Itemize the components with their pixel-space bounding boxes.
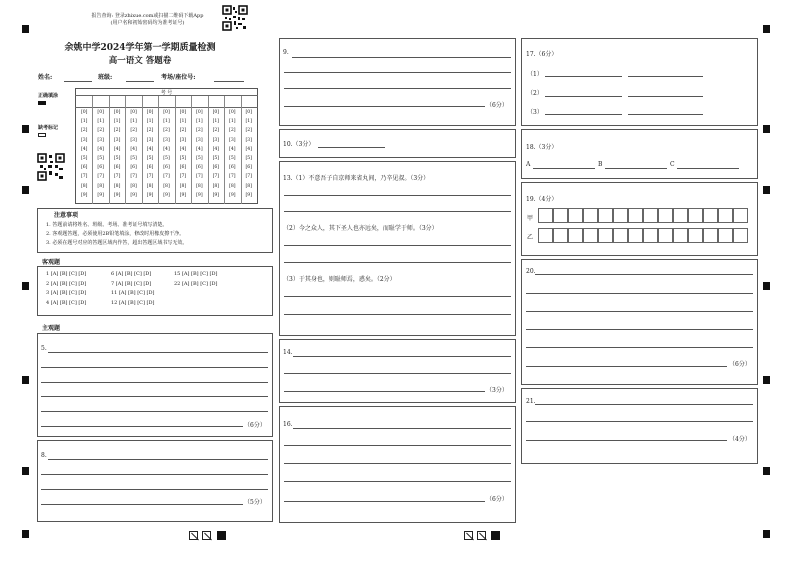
q19-char-cell[interactable] bbox=[553, 228, 568, 243]
q19-char-cell[interactable] bbox=[718, 228, 733, 243]
q19-char-cell[interactable] bbox=[568, 228, 583, 243]
exam-id-bubble[interactable]: [3] bbox=[229, 137, 236, 143]
exam-id-bubble[interactable]: [1] bbox=[163, 119, 170, 125]
exam-id-bubble[interactable]: [3] bbox=[245, 137, 253, 143]
q14-box bbox=[279, 339, 516, 403]
q19-char-cell[interactable] bbox=[613, 208, 628, 223]
alignment-mark bbox=[763, 25, 770, 33]
exam-id-bubble[interactable]: [2] bbox=[229, 128, 236, 134]
exam-id-bubble[interactable]: [5] bbox=[245, 156, 253, 161]
q13-1-answer-line[interactable] bbox=[284, 211, 511, 212]
note-3: 3. 必须在题号对应的答题区域内作答，超出答题区域书写无效。 bbox=[46, 240, 188, 246]
exam-id-bubble[interactable]: [5] bbox=[196, 156, 203, 161]
q9-answer-line[interactable] bbox=[292, 57, 511, 58]
q9-label: 9. bbox=[283, 49, 289, 56]
q8-score: （5分） bbox=[244, 499, 266, 506]
q5-answer-line[interactable] bbox=[41, 382, 268, 383]
exam-id-bubble[interactable]: [3] bbox=[130, 137, 137, 143]
q21-answer-line[interactable] bbox=[535, 404, 753, 405]
q16-answer-line[interactable] bbox=[284, 481, 511, 482]
exam-id-bubble[interactable]: [7] bbox=[163, 174, 170, 180]
q17-item-2: （2） bbox=[527, 90, 543, 97]
q17-1-line-b[interactable] bbox=[628, 76, 703, 77]
q19-char-cell[interactable] bbox=[688, 208, 703, 223]
q19-char-cell[interactable] bbox=[703, 208, 718, 223]
alignment-mark bbox=[763, 530, 770, 538]
q20-answer-line[interactable] bbox=[526, 329, 753, 330]
q19-char-cell[interactable] bbox=[688, 228, 703, 243]
q19-char-cell[interactable] bbox=[643, 228, 658, 243]
q13-1-label: 13.（1）不意吾子自京师来省丸间，乃辛见叔。（3分） bbox=[283, 175, 430, 182]
q20-score: （6分） bbox=[729, 361, 751, 368]
q10-label: 10.（3分） bbox=[283, 141, 315, 148]
exam-id-bubble[interactable]: [9] bbox=[245, 192, 253, 198]
alignment-mark bbox=[763, 125, 770, 133]
exam-id-bubble[interactable]: [2] bbox=[212, 128, 220, 134]
exam-id-bubble[interactable]: [6] bbox=[229, 165, 236, 171]
q8-answer-line[interactable] bbox=[41, 489, 268, 490]
q19-row-jia-label: 甲 bbox=[527, 215, 534, 222]
exam-id-bubble[interactable]: [7] bbox=[97, 174, 104, 180]
exam-id-bubble[interactable]: [0] bbox=[179, 110, 187, 115]
exam-id-bubble[interactable]: [5] bbox=[229, 156, 236, 161]
q19-char-cell[interactable] bbox=[718, 208, 733, 223]
exam-id-bubble[interactable]: [5] bbox=[80, 156, 88, 161]
q18-item-c: C bbox=[670, 161, 675, 168]
q19-char-cell[interactable] bbox=[598, 208, 613, 223]
exam-id-bubble[interactable]: [9] bbox=[229, 192, 236, 198]
exam-id-bubble[interactable]: [5] bbox=[130, 156, 137, 161]
exam-id-bubble[interactable]: [5] bbox=[113, 156, 121, 161]
q19-char-cell[interactable] bbox=[538, 228, 553, 243]
q19-char-cell[interactable] bbox=[628, 208, 643, 223]
exam-id-bubble[interactable]: [5] bbox=[97, 156, 104, 161]
note-2: 2. 客观题答题，必须使用2B铅笔填涂，修改时用橡皮擦干净。 bbox=[46, 231, 185, 237]
exam-id-bubble[interactable]: [5] bbox=[179, 156, 187, 161]
q19-char-cell[interactable] bbox=[658, 228, 673, 243]
q19-char-cell[interactable] bbox=[643, 208, 658, 223]
exam-id-bubble[interactable]: [9] bbox=[146, 192, 154, 198]
alignment-mark bbox=[22, 25, 29, 33]
exam-id-bubble[interactable]: [8] bbox=[97, 183, 104, 189]
exam-id-bubble[interactable]: [0] bbox=[80, 110, 88, 115]
q5-label: 5. bbox=[41, 345, 47, 352]
exam-id-bubble[interactable]: [5] bbox=[146, 156, 154, 161]
exam-id-bubble[interactable]: [8] bbox=[146, 183, 154, 189]
alignment-mark bbox=[763, 282, 770, 290]
q21-answer-line[interactable] bbox=[526, 440, 727, 441]
objective-question[interactable]: 4 [A] [B] [C] [D] bbox=[46, 299, 87, 306]
exam-id-bubble[interactable]: [7] bbox=[80, 174, 88, 180]
alignment-mark bbox=[763, 186, 770, 194]
exam-id-bubble[interactable]: [6] bbox=[196, 165, 203, 171]
exam-id-bubble[interactable]: [8] bbox=[245, 183, 253, 189]
q5-answer-line[interactable] bbox=[41, 396, 268, 397]
exam-id-bubble[interactable]: [0] bbox=[245, 110, 253, 115]
barcode-qr-icon bbox=[37, 153, 65, 181]
exam-id-bubble[interactable]: [6] bbox=[97, 165, 104, 171]
exam-id-bubble[interactable]: [8] bbox=[163, 183, 170, 189]
q16-answer-line[interactable] bbox=[284, 501, 485, 502]
login-notice: (用户名和初始密码均为准考证号) bbox=[110, 20, 185, 26]
exam-id-bubble[interactable]: [6] bbox=[130, 165, 137, 171]
exam-id-bubble[interactable]: [6] bbox=[245, 165, 253, 171]
exam-id-bubble[interactable]: [2] bbox=[163, 128, 170, 134]
q19-char-cell[interactable] bbox=[673, 228, 688, 243]
q20-answer-line[interactable] bbox=[526, 366, 727, 367]
q19-char-cell[interactable] bbox=[613, 228, 628, 243]
q19-char-cell[interactable] bbox=[583, 208, 598, 223]
subjective-title: 主观题 bbox=[42, 325, 61, 332]
q9-answer-line[interactable] bbox=[284, 88, 511, 89]
objective-question[interactable]: 1 [A] [B] [C] [D] bbox=[46, 271, 87, 277]
q19-char-cell[interactable] bbox=[733, 208, 748, 223]
exam-id-bubble[interactable]: [1] bbox=[80, 119, 88, 125]
alignment-mark bbox=[22, 467, 29, 475]
q20-label: 20. bbox=[526, 268, 536, 275]
exam-id-bubble[interactable]: [4] bbox=[130, 146, 137, 152]
exam-id-bubble[interactable]: [6] bbox=[212, 165, 220, 171]
exam-id-bubble[interactable]: [1] bbox=[245, 119, 253, 125]
exam-id-bubble[interactable]: [5] bbox=[212, 156, 220, 161]
q10-box bbox=[279, 129, 516, 158]
exam-id-bubble[interactable]: [6] bbox=[163, 165, 170, 171]
q17-item-1: （1） bbox=[527, 71, 543, 78]
exam-id-bubble[interactable]: [3] bbox=[97, 137, 104, 143]
q19-char-cell[interactable] bbox=[673, 208, 688, 223]
exam-id-bubble[interactable]: [3] bbox=[179, 137, 187, 143]
exam-id-bubble[interactable]: [8] bbox=[229, 183, 236, 189]
alignment-mark bbox=[22, 376, 29, 384]
exam-id-bubble[interactable]: [9] bbox=[196, 192, 203, 198]
exam-id-bubble[interactable]: [9] bbox=[163, 192, 170, 198]
q16-box bbox=[279, 406, 516, 523]
exam-id-bubble[interactable]: [0] bbox=[97, 110, 104, 115]
exam-id-bubble[interactable]: [5] bbox=[163, 156, 170, 161]
alignment-mark bbox=[22, 282, 29, 290]
exam-id-bubble[interactable]: [1] bbox=[196, 119, 203, 125]
q19-char-cell[interactable] bbox=[553, 208, 568, 223]
exam-id-bubble[interactable]: [3] bbox=[196, 137, 203, 143]
objective-question[interactable]: 6 [A] [B] [C] [D] bbox=[111, 271, 152, 277]
q20-answer-line[interactable] bbox=[526, 347, 753, 348]
exam-id-bubble[interactable]: [1] bbox=[97, 119, 104, 125]
q13-2-answer-line[interactable] bbox=[284, 245, 511, 246]
exam-id-bubble[interactable]: [4] bbox=[113, 146, 121, 152]
exam-id-bubble[interactable]: [8] bbox=[196, 183, 203, 189]
exam-id-bubble[interactable]: [9] bbox=[97, 192, 104, 198]
q8-label: 8. bbox=[41, 452, 47, 459]
objective-question[interactable]: 11 [A] [B] [C] [D] bbox=[111, 290, 155, 297]
notes-title: 注意事项 bbox=[54, 212, 79, 219]
q18-box bbox=[521, 129, 758, 179]
q16-answer-line[interactable] bbox=[293, 428, 511, 429]
exam-id-label: 考 号 bbox=[160, 90, 173, 96]
q19-char-cell[interactable] bbox=[628, 228, 643, 243]
page-code-icon bbox=[464, 531, 473, 540]
exam-id-bubble[interactable]: [6] bbox=[80, 165, 88, 171]
exam-id-bubble[interactable]: [8] bbox=[212, 183, 220, 189]
q16-score: （6分） bbox=[486, 496, 508, 503]
objective-question[interactable]: 7 [A] [B] [C] [D] bbox=[111, 280, 152, 287]
exam-id-bubble[interactable]: [4] bbox=[163, 146, 170, 152]
alignment-mark bbox=[22, 530, 29, 538]
exam-id-bubble[interactable]: [8] bbox=[179, 183, 187, 189]
exam-id-bubble[interactable]: [1] bbox=[130, 119, 137, 125]
q14-answer-line[interactable] bbox=[293, 356, 511, 357]
q18-a-line[interactable] bbox=[533, 168, 595, 169]
exam-id-bubble[interactable]: [3] bbox=[80, 137, 88, 143]
q17-3-line-a[interactable] bbox=[545, 114, 622, 115]
q5-answer-line[interactable] bbox=[41, 411, 268, 412]
q17-2-line-a[interactable] bbox=[545, 96, 622, 97]
exam-id-bubble[interactable]: [9] bbox=[113, 192, 121, 198]
q14-label: 14. bbox=[283, 349, 293, 356]
exam-id-bubble[interactable]: [0] bbox=[163, 110, 170, 115]
q5-answer-line[interactable] bbox=[41, 426, 243, 427]
q18-c-line[interactable] bbox=[677, 168, 739, 169]
exam-id-bubble[interactable]: [0] bbox=[113, 110, 121, 115]
exam-id-bubble[interactable]: [1] bbox=[179, 119, 187, 125]
q8-answer-line[interactable] bbox=[41, 474, 268, 475]
class-field[interactable] bbox=[126, 81, 154, 82]
exam-id-bubble[interactable]: [3] bbox=[163, 137, 170, 143]
q20-answer-line[interactable] bbox=[535, 274, 753, 275]
sheet-subtitle: 高一语文 答题卷 bbox=[108, 56, 172, 66]
exam-id-bubble[interactable]: [3] bbox=[113, 137, 121, 143]
q19-char-cell[interactable] bbox=[703, 228, 718, 243]
q21-box bbox=[521, 388, 758, 464]
absent-mark-box[interactable] bbox=[38, 133, 46, 137]
exam-id-bubble[interactable]: [0] bbox=[229, 110, 236, 115]
q13-box bbox=[279, 161, 516, 336]
q19-row-yi-label: 乙 bbox=[527, 234, 534, 241]
q19-char-cell[interactable] bbox=[568, 208, 583, 223]
q14-answer-line[interactable] bbox=[284, 391, 485, 392]
exam-id-write-row[interactable] bbox=[75, 96, 258, 108]
q18-item-a: A bbox=[526, 161, 531, 168]
report-notice: 报告查询: 登录zhixue.com或扫描二维码下载App bbox=[91, 13, 204, 19]
exam-id-bubble[interactable]: [7] bbox=[146, 174, 154, 180]
q8-box bbox=[37, 440, 273, 522]
exam-id-bubble[interactable]: [0] bbox=[130, 110, 137, 115]
exam-id-bubble[interactable]: [1] bbox=[146, 119, 154, 125]
exam-id-bubble[interactable]: [7] bbox=[196, 174, 203, 180]
q8-answer-line[interactable] bbox=[41, 504, 243, 505]
exam-id-bubble[interactable]: [4] bbox=[179, 146, 187, 152]
exam-id-bubble[interactable]: [4] bbox=[229, 146, 236, 152]
q17-1-line-a[interactable] bbox=[545, 76, 622, 77]
q17-3-line-b[interactable] bbox=[628, 114, 703, 115]
q16-answer-line[interactable] bbox=[284, 463, 511, 464]
q13-3-label: （3）于其身也，则耻师焉，惑矣。（2分） bbox=[283, 276, 396, 283]
exam-id-bubble[interactable]: [0] bbox=[212, 110, 220, 115]
exam-id-bubble[interactable]: [1] bbox=[229, 119, 236, 125]
exam-id-bubble[interactable]: [2] bbox=[179, 128, 187, 134]
q19-char-cell[interactable] bbox=[598, 228, 613, 243]
q20-answer-line[interactable] bbox=[526, 311, 753, 312]
exam-id-bubble[interactable]: [0] bbox=[196, 110, 203, 115]
exam-id-bubble[interactable]: [6] bbox=[146, 165, 154, 171]
q5-box bbox=[37, 333, 273, 437]
class-label: 班级: bbox=[98, 74, 113, 81]
exam-id-bubble[interactable]: [8] bbox=[113, 183, 121, 189]
objective-question[interactable]: 12 [A] [B] [C] [D] bbox=[111, 299, 155, 306]
q13-3-answer-line[interactable] bbox=[284, 314, 511, 315]
q9-score: （6分） bbox=[486, 102, 508, 109]
alignment-mark bbox=[763, 467, 770, 475]
exam-id-bubble[interactable]: [4] bbox=[212, 146, 220, 152]
exam-id-bubble[interactable]: [7] bbox=[229, 174, 236, 180]
q18-item-b: B bbox=[598, 161, 603, 168]
exam-id-bubble[interactable]: [2] bbox=[97, 128, 104, 134]
q21-answer-line[interactable] bbox=[526, 421, 753, 422]
exam-id-bubble[interactable]: [4] bbox=[97, 146, 104, 152]
q9-answer-line[interactable] bbox=[284, 72, 511, 73]
exam-id-bubble[interactable]: [9] bbox=[212, 192, 220, 198]
q18-label: 18.（3分） bbox=[526, 144, 558, 151]
exam-id-bubble[interactable]: [3] bbox=[212, 137, 220, 143]
exam-id-bubble[interactable]: [1] bbox=[113, 119, 121, 125]
exam-id-bubble[interactable]: [6] bbox=[179, 165, 187, 171]
absent-mark-label: 缺考标记 bbox=[38, 125, 59, 131]
q5-answer-line[interactable] bbox=[48, 352, 268, 353]
q5-score: （6分） bbox=[244, 422, 266, 429]
exam-id-bubble[interactable]: [8] bbox=[130, 183, 137, 189]
q9-answer-line[interactable] bbox=[284, 106, 485, 107]
q16-answer-line[interactable] bbox=[284, 445, 511, 446]
exam-id-bubble[interactable]: [2] bbox=[245, 128, 253, 134]
exam-id-bubble[interactable]: [7] bbox=[130, 174, 137, 180]
seat-field[interactable] bbox=[214, 81, 244, 82]
exam-id-bubble[interactable]: [9] bbox=[80, 192, 88, 198]
alignment-mark bbox=[22, 186, 29, 194]
objective-title: 客观题 bbox=[42, 259, 61, 266]
q16-label: 16. bbox=[283, 421, 293, 428]
note-1: 1. 答题前请将姓名、班级、考场、准考证号填写清楚。 bbox=[46, 222, 168, 228]
school-title: 余姚中学2024学年第一学期质量检测 bbox=[64, 43, 216, 53]
exam-id-bubble[interactable]: [2] bbox=[113, 128, 121, 134]
exam-id-bubble[interactable]: [2] bbox=[196, 128, 203, 134]
page-code-icon bbox=[477, 531, 486, 540]
page-code-icon bbox=[202, 531, 211, 540]
q21-label: 21. bbox=[526, 398, 536, 405]
q14-score: （3分） bbox=[486, 387, 508, 394]
exam-id-bubble[interactable]: [4] bbox=[80, 146, 88, 152]
q13-2-label: （2）今之众人，其下圣人也亦远矣，而耻学于师。（3分） bbox=[283, 225, 438, 232]
q13-3-answer-line[interactable] bbox=[284, 296, 511, 297]
exam-id-bubble[interactable]: [9] bbox=[179, 192, 187, 198]
exam-id-bubble[interactable]: [4] bbox=[146, 146, 154, 152]
exam-id-bubble[interactable]: [7] bbox=[245, 174, 253, 180]
name-label: 姓名: bbox=[38, 74, 53, 81]
q17-label: 17.（6分） bbox=[526, 51, 558, 58]
objective-question[interactable]: 2 [A] [B] [C] [D] bbox=[46, 280, 87, 287]
objective-question[interactable]: 15 [A] [B] [C] [D] bbox=[174, 271, 218, 277]
exam-id-bubble[interactable]: [4] bbox=[196, 146, 203, 152]
exam-id-bubble[interactable]: [4] bbox=[245, 146, 253, 152]
exam-id-bubble[interactable]: [7] bbox=[212, 174, 220, 180]
exam-id-bubble[interactable]: [9] bbox=[130, 192, 137, 198]
q18-b-line[interactable] bbox=[605, 168, 667, 169]
q21-score: （4分） bbox=[729, 436, 751, 443]
exam-id-bubble[interactable]: [2] bbox=[80, 128, 88, 134]
page-code-mark bbox=[217, 531, 226, 540]
alignment-mark bbox=[22, 125, 29, 133]
qr-code-icon bbox=[222, 5, 248, 31]
exam-id-bubble[interactable]: [7] bbox=[179, 174, 187, 180]
page-code-mark bbox=[491, 531, 500, 540]
exam-id-bubble[interactable]: [2] bbox=[146, 128, 154, 134]
q13-2-answer-line[interactable] bbox=[284, 262, 511, 263]
q19-char-cell[interactable] bbox=[583, 228, 598, 243]
q19-char-cell[interactable] bbox=[658, 208, 673, 223]
name-field[interactable] bbox=[64, 81, 92, 82]
q5-answer-line[interactable] bbox=[41, 367, 268, 368]
exam-id-bubble[interactable]: [3] bbox=[146, 137, 154, 143]
objective-question[interactable]: 22 [A] [B] [C] [D] bbox=[174, 280, 218, 287]
correct-fill-label: 正确填涂 bbox=[38, 93, 59, 99]
seat-label: 考场/座位号: bbox=[161, 74, 196, 81]
exam-id-bubble[interactable]: [6] bbox=[113, 165, 121, 171]
q17-item-3: （3） bbox=[527, 109, 543, 116]
exam-id-bubble[interactable]: [2] bbox=[130, 128, 137, 134]
q13-1-answer-line[interactable] bbox=[284, 195, 511, 196]
q10-answer-line[interactable] bbox=[318, 147, 385, 148]
q19-char-cell[interactable] bbox=[538, 208, 553, 223]
page-code-icon bbox=[189, 531, 198, 540]
exam-id-bubble[interactable]: [1] bbox=[212, 119, 220, 125]
correct-fill-sample bbox=[38, 101, 46, 105]
q14-answer-line[interactable] bbox=[284, 373, 511, 374]
q17-2-line-b[interactable] bbox=[628, 96, 703, 97]
exam-id-bubble[interactable]: [8] bbox=[80, 183, 88, 189]
q9-box bbox=[279, 38, 516, 126]
q20-answer-line[interactable] bbox=[526, 293, 753, 294]
exam-id-bubble[interactable]: [0] bbox=[146, 110, 154, 115]
exam-id-bubble[interactable]: [7] bbox=[113, 174, 121, 180]
q19-char-cell[interactable] bbox=[733, 228, 748, 243]
objective-question[interactable]: 3 [A] [B] [C] [D] bbox=[46, 290, 87, 297]
alignment-mark bbox=[763, 376, 770, 384]
q8-answer-line[interactable] bbox=[48, 459, 268, 460]
q19-label: 19.（4分） bbox=[526, 196, 558, 203]
